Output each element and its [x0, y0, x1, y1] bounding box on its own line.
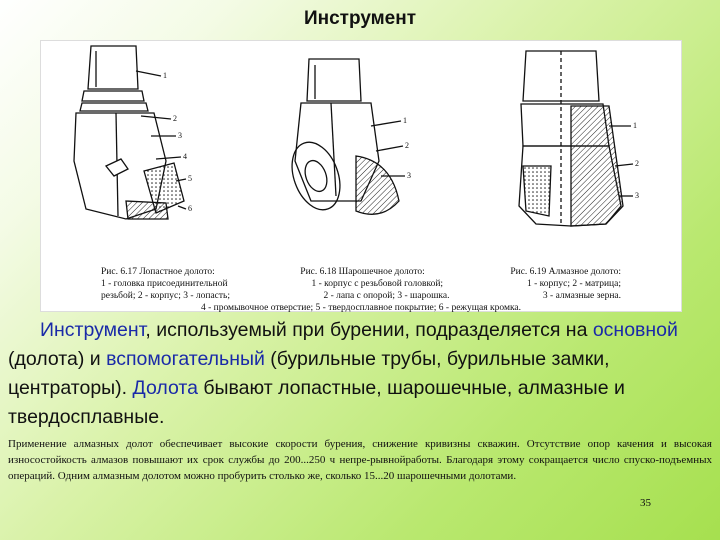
fig1-label: 5 [188, 174, 192, 183]
note-paragraph: Применение алмазных долот обеспечивает высокие скорости бурения, снижение кривизны скважин. Отсутствие опор качения и высокая износостойкость алмазов повышают их срок службы до 200...250 ч непре-рывнойработы. Благодаря этому сокращается число спуско-подъемных операций. Одним алмазным долотом можно пробурить столько же, сколько 15...20 шарошечными долотами. [8, 438, 712, 482]
caption-fig3: Рис. 6.19 Алмазное долото: [510, 267, 621, 277]
figure-panel [40, 40, 682, 312]
text-run: (бурильные трубы, бурильные замки, центраторы). [8, 348, 610, 399]
caption-text: 1 - головка присоединительной [101, 279, 228, 289]
caption-row [41, 290, 681, 302]
fig1-label: 3 [178, 131, 182, 140]
fig2-label: 3 [407, 171, 411, 180]
term-main: основной [592, 319, 678, 341]
fig3-label: 1 [633, 121, 637, 130]
caption-text: 1 - корпус с резьбовой головкой; [311, 279, 444, 289]
caption-fig1: Рис. 6.17 Лопастное долото: [101, 267, 215, 277]
caption-text: 1 - корпус; 2 - матрица; [527, 279, 621, 289]
page-number: 35 [640, 497, 651, 509]
fig2-label: 2 [405, 141, 409, 150]
fig1-label: 4 [183, 152, 187, 161]
figure-captions [41, 266, 681, 314]
fig1-label: 1 [163, 71, 167, 80]
term-bits: Долота [132, 377, 198, 399]
main-paragraph [8, 316, 708, 432]
caption-text: 3 - алмазные зерна. [542, 291, 621, 301]
diamond-bit-drawing [511, 46, 651, 231]
caption-row [41, 278, 681, 290]
roller-cone-bit-drawing [281, 51, 421, 236]
caption-fig2: Рис. 6.18 Шарошечное долото: [300, 267, 425, 277]
caption-row [41, 266, 681, 278]
fig1-label: 2 [173, 114, 177, 123]
text-run: , используемый при бурении, подразделяется на [145, 319, 593, 341]
term-auxiliary: вспомогательный [106, 348, 265, 370]
caption-legend: 4 - промывочное отверстие; 5 - твердосплавное покрытие; 6 - режущая кромка. [200, 303, 522, 313]
fig1-label: 6 [188, 204, 192, 213]
fig3-label: 3 [635, 191, 639, 200]
fig3-label: 2 [635, 159, 639, 168]
caption-text: 2 - лапа с опорой; 3 - шарошка. [323, 291, 450, 301]
slide-title: Инструмент [303, 8, 417, 29]
fig2-label: 1 [403, 116, 407, 125]
blade-bit-drawing [66, 41, 226, 226]
text-run: бывают лопастные, шарошечные, алмазные и твердосплавные. [8, 377, 625, 428]
caption-text: резьбой; 2 - корпус; 3 - лопасть; [101, 291, 231, 301]
text-run: (долота) и [8, 348, 107, 370]
term-instrument: Инструмент [40, 319, 146, 341]
